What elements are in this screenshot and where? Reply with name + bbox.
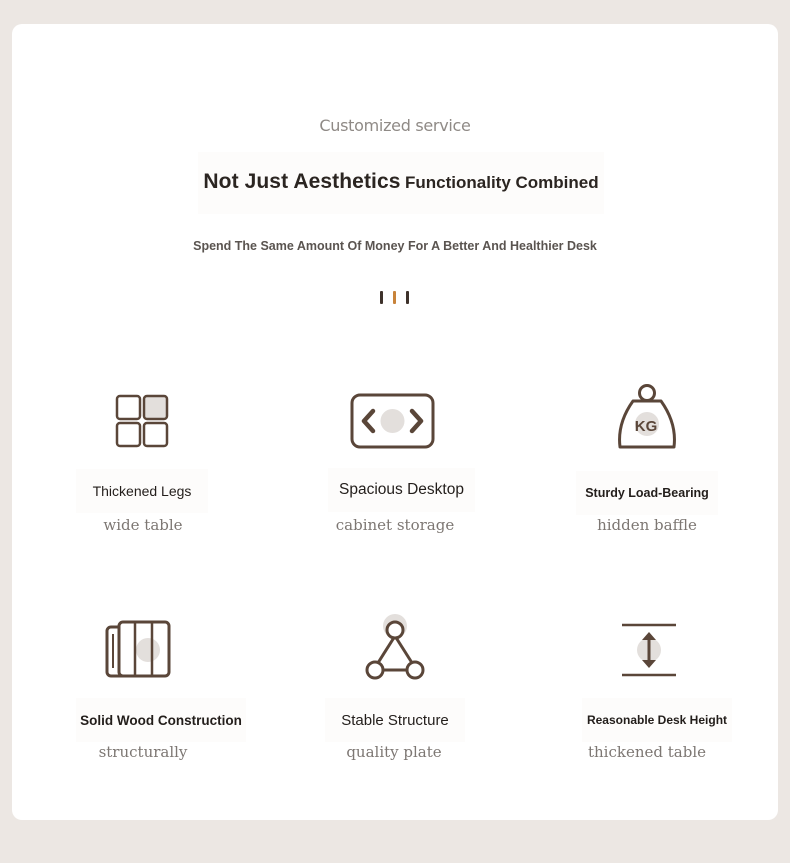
grid-squares-icon (97, 381, 187, 461)
feature-title-stable-structure: Stable Structure (325, 698, 465, 742)
kg-label: KG (634, 418, 658, 435)
title-secondary: Functionality Combined (405, 173, 599, 192)
feature-desc-cabinet-storage: cabinet storage (335, 516, 455, 534)
feature-title-reasonable-desk-height: Reasonable Desk Height (582, 698, 732, 742)
bar-accent (393, 291, 396, 304)
arrows-left-right-icon (348, 381, 438, 461)
feature-desc-thickened-table: thickened table (587, 743, 706, 761)
wood-panels-icon (97, 610, 187, 690)
kg-weight-icon (601, 381, 691, 461)
feature-title-sturdy-load-bearing: Sturdy Load-Bearing (576, 471, 718, 515)
bar-left (380, 291, 383, 304)
feature-title-solid-wood-construction: Solid Wood Construction (76, 698, 246, 742)
feature-title-thickened-legs: Thickened Legs (76, 469, 208, 513)
feature-desc-quality-plate: quality plate (346, 743, 442, 761)
bar-right (406, 291, 409, 304)
feature-desc-wide-table: wide table (103, 516, 183, 534)
page-title (198, 152, 604, 214)
feature-title-spacious-desktop: Spacious Desktop (328, 468, 475, 512)
title-main: Not Just Aesthetics (203, 170, 401, 193)
tagline: Spend The Same Amount Of Money For A Better And Healthier Desk (193, 239, 597, 253)
triangle-nodes-icon (350, 610, 440, 690)
section-subtitle: Customized service (319, 116, 471, 135)
height-arrows-icon (604, 610, 694, 690)
feature-desc-structurally: structurally (98, 743, 188, 761)
decorative-bars (380, 291, 410, 305)
feature-desc-hidden-baffle: hidden baffle (597, 516, 697, 534)
